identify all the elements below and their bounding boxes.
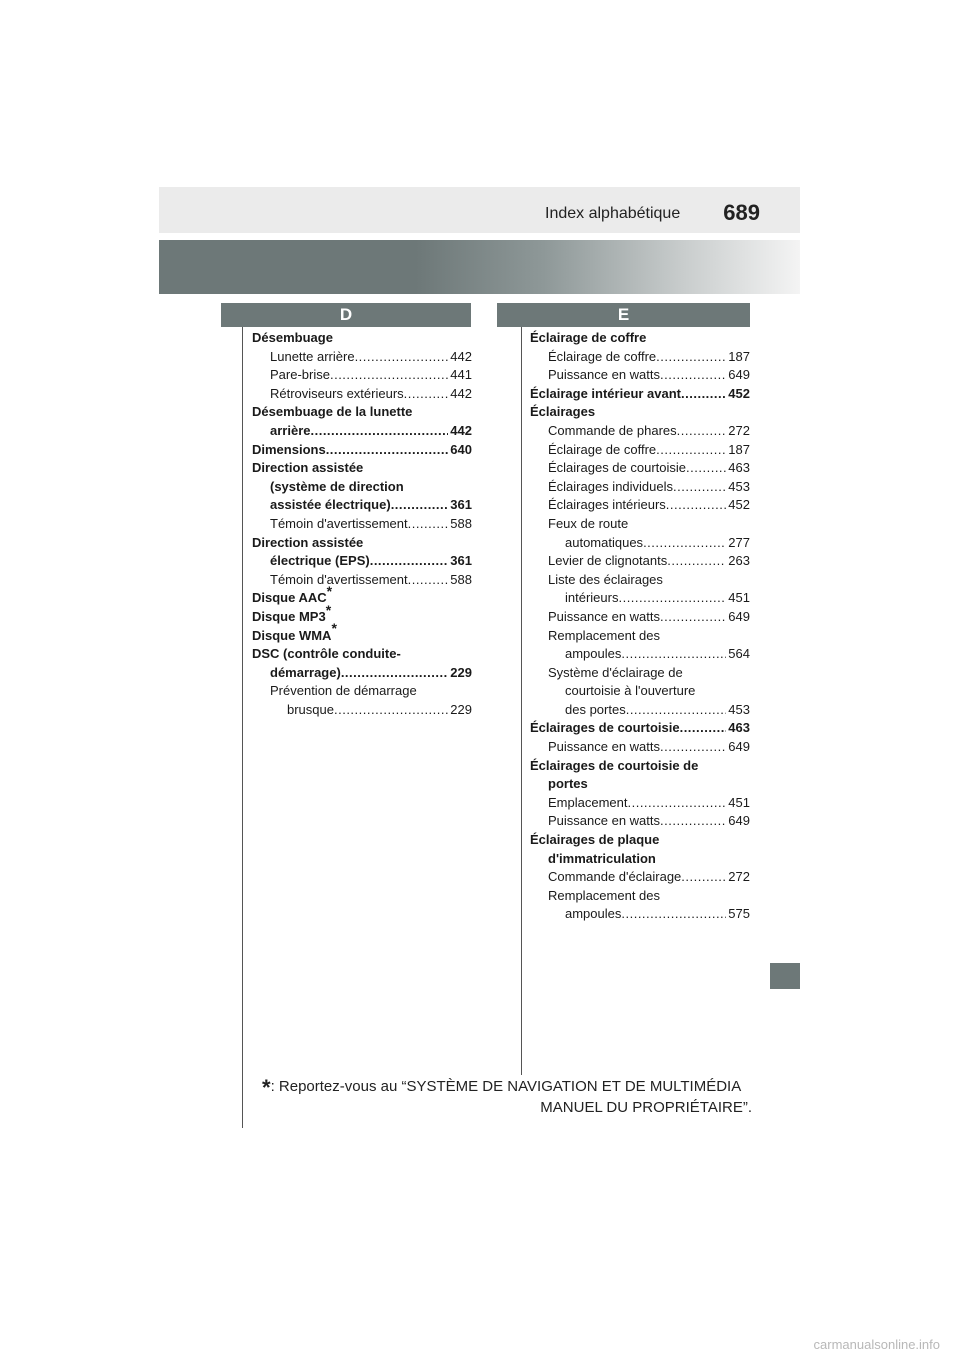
entry-text: Désembuage: [252, 330, 333, 345]
dot-leader: [656, 348, 726, 367]
dot-leader: [355, 348, 449, 367]
entry-text: Feux de route: [548, 515, 629, 531]
dot-leader: [681, 385, 726, 404]
index-entry: [530, 831, 750, 850]
index-entry: [252, 582, 472, 608]
entry-page-number: 649: [728, 367, 750, 383]
index-entry: [530, 664, 750, 683]
index-entry: [530, 868, 750, 887]
entry-text: Dimensions: [252, 441, 326, 457]
entry-text: Témoin d'avertissement: [270, 571, 408, 587]
index-entry: [530, 552, 750, 571]
index-column-e: [530, 329, 750, 924]
dot-leader: [666, 496, 727, 515]
dot-leader: [391, 496, 449, 515]
dot-leader: [621, 905, 726, 924]
entry-page-number: 442: [450, 385, 472, 401]
index-entry: [252, 645, 472, 664]
index-entry: [530, 441, 750, 460]
index-entry: [252, 422, 472, 441]
dot-leader: [673, 478, 726, 497]
entry-text: Éclairages individuels: [548, 478, 674, 494]
dot-leader: [408, 515, 449, 534]
entry-page-number: 564: [728, 646, 750, 662]
index-entry: [530, 515, 750, 534]
dot-leader: [627, 794, 726, 813]
entry-text: Éclairages de courtoisie: [548, 460, 687, 476]
entry-text: Éclairages: [530, 404, 596, 420]
section-letter: D: [339, 305, 353, 324]
entry-text: électrique (EPS): [270, 553, 370, 569]
section-header-d: [221, 303, 471, 327]
index-entry: [530, 329, 750, 348]
entry-page-number: 640: [450, 441, 472, 457]
index-entry: [530, 682, 750, 701]
index-entry: [530, 403, 750, 422]
entry-text: arrière: [270, 422, 311, 438]
index-entry: [530, 608, 750, 627]
entry-text: Remplacement des: [548, 887, 660, 903]
index-entry: [530, 385, 750, 404]
header-bar: [159, 187, 800, 233]
footnote-star: *: [262, 1075, 271, 1100]
entry-text: Direction assistée: [252, 460, 364, 476]
dot-leader: [686, 459, 726, 478]
dot-leader: [408, 571, 449, 590]
entry-text: Témoin d'avertissement: [270, 515, 408, 531]
dot-leader: [618, 589, 726, 608]
footnote-marker: *: [331, 620, 337, 637]
entry-text: Disque MP3: [252, 608, 326, 624]
index-entry: [252, 534, 472, 553]
entry-text: Éclairage de coffre: [548, 441, 657, 457]
footnote: [262, 1077, 752, 1118]
index-entry: [252, 620, 472, 646]
index-entry: [530, 905, 750, 924]
index-entry: [530, 459, 750, 478]
index-entry: [252, 329, 472, 348]
index-entry: [530, 589, 750, 608]
left-margin-rule: [242, 303, 243, 1128]
entry-text: Commande d'éclairage: [548, 869, 682, 885]
entry-text: portes: [548, 776, 588, 792]
index-entry: [252, 366, 472, 385]
index-entry: [530, 887, 750, 906]
entry-text: intérieurs: [565, 590, 619, 606]
entry-page-number: 263: [728, 553, 750, 569]
entry-page-number: 649: [728, 739, 750, 755]
dot-leader: [681, 868, 726, 887]
index-entry: [252, 441, 472, 460]
index-entry: [252, 701, 472, 720]
entry-page-number: 187: [728, 348, 750, 364]
index-entry: [530, 496, 750, 515]
entry-page-number: 442: [450, 348, 472, 364]
index-entry: [530, 348, 750, 367]
entry-page-number: 272: [728, 422, 750, 438]
index-entry: [530, 571, 750, 590]
dot-leader: [341, 664, 448, 683]
entry-text: courtoisie à l'ouverture: [565, 683, 696, 699]
entry-text: Direction assistée: [252, 534, 364, 550]
header-gradient-band: [159, 240, 800, 294]
entry-page-number: 451: [728, 590, 750, 606]
index-column-d: [252, 329, 472, 719]
entry-text: Levier de clignotants: [548, 553, 668, 569]
index-entry: [530, 645, 750, 664]
entry-text: Éclairage intérieur avant: [530, 385, 682, 401]
entry-page-number: 361: [450, 497, 472, 513]
entry-page-number: 463: [728, 720, 750, 736]
entry-page-number: 575: [728, 906, 750, 922]
entry-page-number: 452: [728, 385, 750, 401]
entry-text: Commande de phares: [548, 422, 677, 438]
entry-text: Éclairage de coffre: [530, 330, 647, 345]
index-entry: [530, 775, 750, 794]
entry-text: Éclairages intérieurs: [548, 497, 666, 513]
entry-text: Désembuage de la lunette: [252, 404, 413, 420]
entry-text: des portes: [565, 701, 626, 717]
entry-page-number: 451: [728, 794, 750, 810]
footnote-marker: *: [325, 601, 332, 618]
entry-text: DSC (contrôle conduite-: [252, 646, 401, 662]
index-entry: [252, 515, 472, 534]
section-header-e: [497, 303, 750, 327]
index-entry: [252, 496, 472, 515]
entry-page-number: 453: [728, 478, 750, 494]
entry-text: Éclairage de coffre: [548, 348, 657, 364]
entry-text: Pare-brise: [270, 367, 330, 383]
dot-leader: [667, 552, 726, 571]
column-divider: [521, 303, 522, 1075]
entry-text: démarrage): [270, 664, 341, 680]
dot-leader: [334, 701, 448, 720]
dot-leader: [404, 385, 449, 404]
entry-text: Puissance en watts: [548, 608, 661, 624]
index-entry: [530, 422, 750, 441]
entry-text: Remplacement des: [548, 627, 660, 643]
index-entry: [530, 757, 750, 776]
entry-page-number: 463: [728, 460, 750, 476]
watermark: carmanualsonline.info: [813, 1337, 940, 1352]
entry-text: Liste des éclairages: [548, 571, 663, 587]
dot-leader: [326, 441, 449, 460]
entry-page-number: 442: [450, 422, 472, 438]
entry-text: Prévention de démarrage: [270, 683, 417, 699]
index-entry: [530, 627, 750, 646]
index-entry: [530, 366, 750, 385]
index-entry: [530, 738, 750, 757]
entry-text: Puissance en watts: [548, 367, 661, 383]
entry-page-number: 277: [728, 534, 750, 550]
entry-page-number: 453: [728, 701, 750, 717]
dot-leader: [626, 701, 727, 720]
entry-text: Disque AAC: [252, 590, 327, 606]
footnote-line-2: MANUEL DU PROPRIÉTAIRE”.: [540, 1099, 752, 1116]
entry-text: Éclairages de courtoisie de: [530, 757, 699, 773]
entry-text: Puissance en watts: [548, 813, 661, 829]
entry-page-number: 229: [450, 701, 472, 717]
entry-page-number: 649: [728, 608, 750, 624]
entry-text: Disque WMA: [252, 627, 332, 643]
entry-page-number: 187: [728, 441, 750, 457]
entry-page-number: 361: [450, 553, 472, 569]
entry-text: brusque: [287, 701, 334, 717]
entry-page-number: 452: [728, 497, 750, 513]
index-entry: [252, 459, 472, 478]
dot-leader: [656, 441, 726, 460]
entry-text: Rétroviseurs extérieurs: [270, 385, 404, 401]
entry-text: Puissance en watts: [548, 739, 661, 755]
dot-leader: [370, 552, 449, 571]
entry-page-number: 229: [450, 664, 472, 680]
index-entry: [530, 701, 750, 720]
footnote-marker: *: [326, 582, 333, 599]
section-letter: E: [617, 305, 630, 324]
index-entry: [252, 571, 472, 590]
dot-leader: [680, 719, 727, 738]
dot-leader: [677, 422, 727, 441]
index-entry: [252, 478, 472, 497]
index-entry: [252, 552, 472, 571]
entry-text: ampoules: [565, 646, 622, 662]
index-entry: [252, 385, 472, 404]
index-entry: [252, 348, 472, 367]
footnote-line-1: : Reportez-vous au “SYSTÈME DE NAVIGATION ET DE MULTIMÉDIA: [270, 1078, 742, 1095]
entry-text: d'immatriculation: [548, 850, 656, 866]
index-entry: [530, 850, 750, 869]
entry-text: assistée électrique): [270, 497, 391, 513]
index-entry: [252, 664, 472, 683]
entry-text: Lunette arrière: [270, 348, 355, 364]
index-entry: [530, 812, 750, 831]
entry-text: (système de direction: [270, 478, 404, 494]
index-entry: [252, 601, 472, 627]
dot-leader: [621, 645, 726, 664]
entry-text: Éclairages de plaque: [530, 832, 660, 848]
entry-page-number: 441: [450, 367, 472, 383]
dot-leader: [660, 812, 726, 831]
entry-page-number: 588: [450, 515, 472, 531]
entry-text: ampoules: [565, 906, 622, 922]
dot-leader: [660, 608, 726, 627]
dot-leader: [660, 366, 726, 385]
entry-text: Éclairages de courtoisie: [530, 720, 680, 736]
index-entry: [252, 403, 472, 422]
index-entry: [530, 534, 750, 553]
page-title: Index alphabétique: [545, 205, 681, 222]
index-entry: [530, 478, 750, 497]
dot-leader: [310, 422, 448, 441]
dot-leader: [330, 366, 448, 385]
dot-leader: [660, 738, 726, 757]
entry-text: Système d'éclairage de: [548, 664, 683, 680]
index-entry: [252, 682, 472, 701]
dot-leader: [643, 534, 726, 553]
entry-text: Emplacement: [548, 794, 628, 810]
index-entry: [530, 719, 750, 738]
entry-page-number: 588: [450, 571, 472, 587]
page-number: 689: [723, 200, 760, 225]
entry-page-number: 649: [728, 813, 750, 829]
chapter-tab: [770, 963, 800, 989]
entry-page-number: 272: [728, 869, 750, 885]
entry-text: automatiques: [565, 534, 644, 550]
index-entry: [530, 794, 750, 813]
